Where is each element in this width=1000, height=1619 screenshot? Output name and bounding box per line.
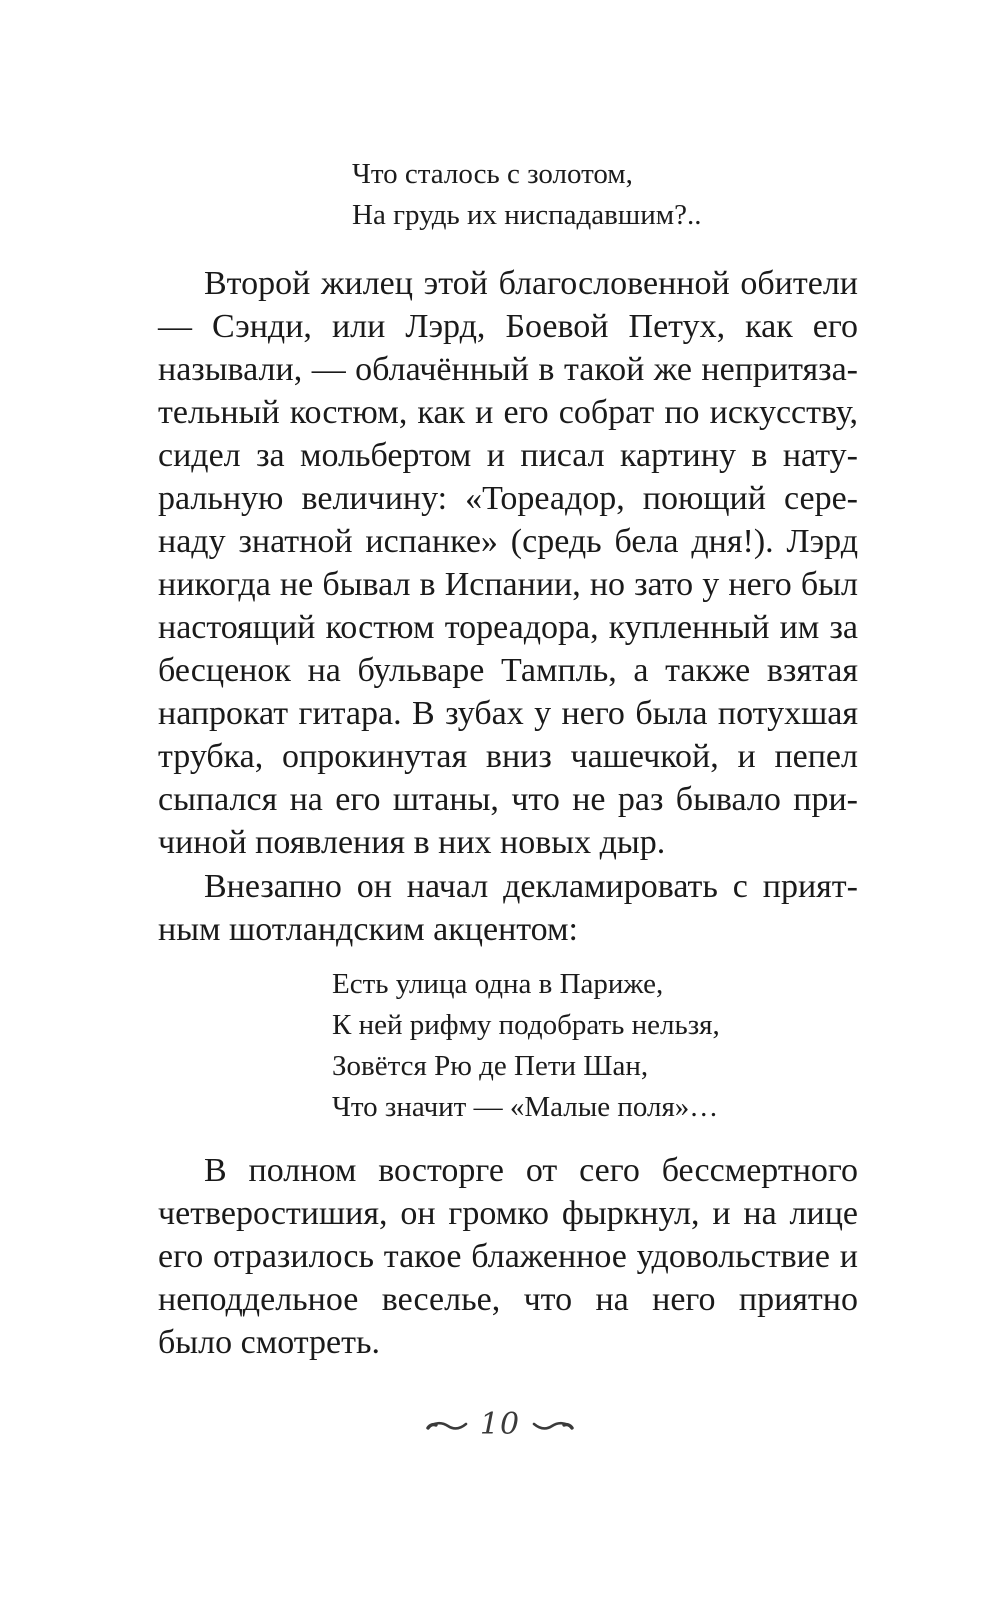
paragraph-3: В полном восторге от сего бессмертного четверостишия, он громко фыркнул, и на лице его отразилось такое блаженное удовольствие и неподдельное веселье, что на него приятно было смотреть. <box>158 1152 858 1361</box>
verse-line: Есть улица одна в Париже, <box>332 968 664 1000</box>
verse-line: Что значит — «Малые поля»… <box>332 1091 719 1123</box>
verse-line: Что сталось с золотом, <box>352 158 633 190</box>
paragraph-2: Внезапно он начал декламировать с приятным шотландским акцентом: <box>158 868 858 948</box>
page-number-footer <box>0 1402 1000 1445</box>
swash-right-icon <box>530 1417 574 1433</box>
swash-left-icon <box>426 1417 470 1433</box>
verse-line: К ней рифму подобрать нельзя, <box>332 1009 720 1041</box>
verse-top <box>352 154 701 236</box>
verse-line: На грудь их ниспадавшим?.. <box>352 199 702 231</box>
page-number: 10 <box>479 1407 521 1442</box>
verse-line: Зовётся Рю де Пети Шан, <box>332 1050 649 1082</box>
verse-middle <box>332 964 720 1128</box>
paragraph-1: Второй жилец этой благословенной обители — Сэнди, или Лэрд, Боевой Петух, как его называли, — облачённый в такой же непритязательный костюм, как и его собрат по искусству, сидел за мольбертом и писал картину в натуральную величину: «Тореадор, поющий серенаду знатной испанке» (средь бела дня!). Лэрд никогда не бывал в Испании, но зато у него был настоящий костюм тореадора, купленный им за бесценок на бульваре Тампль, а также взятая напрокат гитара. В зубах у него была потухшая трубка, опрокинутая вниз чашечкой, и пепел сыпался на его штаны, что не раз бывало причиной появления в них новых дыр. <box>158 265 858 861</box>
